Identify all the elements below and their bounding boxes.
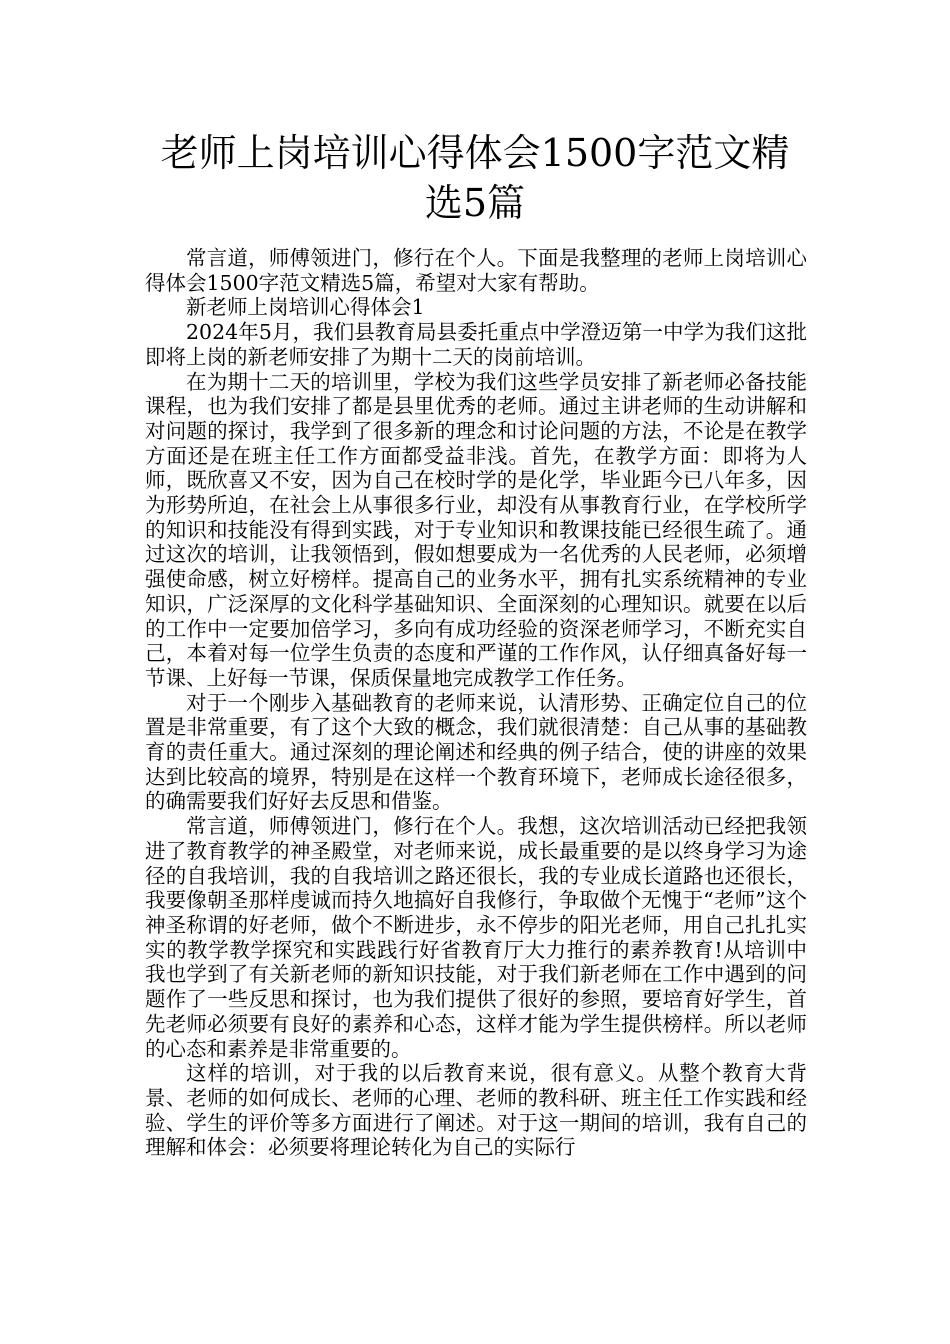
body-paragraph: 常言道，师傅领进门，修行在个人。我想，这次培训活动已经把我领进了教育教学的神圣殿堂，对老师来说，成长最重要的是以终身学习为途径的自我培训，我的自我培训之路还很长，我的专业成长道路也还很长，我要像朝圣那样虔诚而持久地搞好自我修行，争取做个无愧于“老师”这个神圣称谓的好老师，做个不断进步，永不停步的阳光老师，用自己扎扎实实的教学教学探究和实践践行好省教育厅大力推行的素养教育!从培训中我也学到了有关新老师的新知识技能，对于我们新老师在工作中遇到的问题作了一些反思和探讨，也为我们提供了很好的参照，要培育好学生，首先老师必须要有良好的素养和心态，这样才能为学生提供榜样。所以老师的心态和素养是非常重要的。: [145, 814, 807, 1061]
intro-paragraph: 常言道，师傅领进门，修行在个人。下面是我整理的老师上岗培训心得体会1500字范文精选5篇，希望对大家有帮助。: [145, 246, 807, 295]
section-heading: 新老师上岗培训心得体会1: [186, 295, 425, 320]
document-body: [145, 246, 807, 1160]
body-paragraph: 这样的培训，对于我的以后教育来说，很有意义。从整个教育大背景、老师的如何成长、老师的心理、老师的教科研、班主任工作实践和经验、学生的评价等多方面进行了阐述。对于这一期间的培训，我有自己的理解和体会：必须要将理论转化为自己的实际行: [145, 1061, 807, 1160]
body-paragraph: 对于一个刚步入基础教育的老师来说，认清形势、正确定位自己的位置是非常重要，有了这个大致的概念，我们就很清楚：自己从事的基础教育的责任重大。通过深刻的理论阐述和经典的例子结合，使的讲座的效果达到比较高的境界，特别是在这样一个教育环境下，老师成长途径很多，的确需要我们好好去反思和借鉴。: [145, 690, 807, 814]
document-title: 老师上岗培训心得体会1500字范文精选5篇: [160, 131, 790, 225]
body-paragraph: 2024年5月，我们县教育局县委托重点中学澄迈第一中学为我们这批即将上岗的新老师安排了为期十二天的岗前培训。: [145, 320, 807, 369]
body-paragraph: 在为期十二天的培训里，学校为我们这些学员安排了新老师必备技能课程，也为我们安排了都是县里优秀的老师。通过主讲老师的生动讲解和对问题的探讨，我学到了很多新的理念和讨论问题的方法，不论是在教学方面还是在班主任工作方面都受益非浅。首先，在教学方面：即将为人师，既欣喜又不安，因为自己在校时学的是化学，毕业距今已八年多，因为形势所迫，在社会上从事很多行业，却没有从事教育行业，在学校所学的知识和技能没有得到实践，对于专业知识和教课技能已经很生疏了。通过这次的培训，让我领悟到，假如想要成为一名优秀的人民老师，必须增强使命感，树立好榜样。提高自己的业务水平，拥有扎实系统精神的专业知识，广泛深厚的文化科学基础知识、全面深刻的心理知识。就要在以后的工作中一定要加倍学习，多向有成功经验的资深老师学习，不断充实自己，本着对每一位学生负责的态度和严谨的工作作风，认仔细真备好每一节课、上好每一节课，保质保量地完成教学工作任务。: [145, 369, 807, 690]
